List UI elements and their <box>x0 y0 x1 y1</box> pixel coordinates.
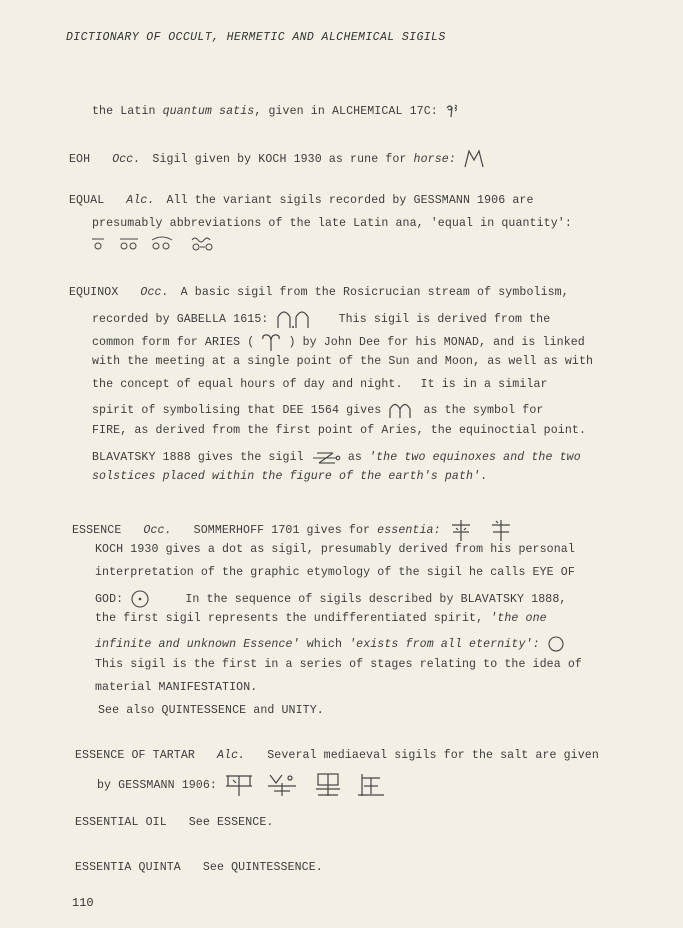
running-title: DICTIONARY OF OCCULT, HERMETIC AND ALCHEMICAL SIGILS <box>66 31 446 44</box>
entry-term: ESSENTIA QUINTA <box>75 861 181 874</box>
entry-essence: ESSENCE Occ. SOMMERHOFF 1701 gives for essentia: <box>72 518 520 542</box>
entry-tag: Occ. <box>112 153 141 167</box>
entry-tag: Occ. <box>143 524 172 538</box>
aries-sigil <box>261 332 281 352</box>
quantum-satis-sigil <box>445 103 461 119</box>
tartar-salt-sigils <box>224 772 394 798</box>
eye-of-god-sigil <box>130 589 150 609</box>
horse-rune-sigil <box>463 149 485 169</box>
continuation-line: the Latin quantum satis, given in ALCHEMICAL 17C: <box>92 103 461 119</box>
entry-equal: EQUAL Alc. All the variant sigils recorded by GESSMANN 1906 are <box>69 194 534 207</box>
entry-tag: Alc. <box>216 749 246 762</box>
entry-term: ESSENCE <box>72 524 122 538</box>
entry-essentia-quinta: ESSENTIA QUINTA See QUINTESSENCE. <box>75 861 323 874</box>
entry-tag: Alc. <box>126 194 155 207</box>
page-number: 110 <box>72 896 94 910</box>
dee-fire-sigil <box>388 401 416 419</box>
essentia-sigils <box>448 518 520 542</box>
dictionary-page: DICTIONARY OF OCCULT, HERMETIC AND ALCHEMICAL SIGILS the Latin quantum satis, given in ALCHEMICAL 17C: EOH Occ. Sigil given by KOCH 1930 as rune for horse: EQUAL Alc. All the variant sigils recorded by GESSMANN 1906 are presumably abbreviations of the late Latin ana, 'equal in quantity': EQUINOX Occ. A basic sigil from the Rosicrucian stream of symbolism, recorded by GABELLA 1615: This sigil is derived from the common form for ARIES ( ) by John Dee for his MONAD, and is linked with the meeting at a single point of the Sun and Moon, as well as with the concept of equal hours of day and night. It is in a similar spirit of symbolising that DEE 1564 gives as the symbol for FIRE, as derived from the first point of Aries, the equinoctial point. BLAVATSKY 1888 gives the sigil as 'the two equinoxes and the two solstices placed within the figure of the earth's path'. ESSENCE Occ. SOMMERHOFF 1701 gives for essentia: KOCH 1930 gives a dot as sigil, presumably derived from his personal interpretation of the graphic etymology of the sigil he calls EYE OF GOD: In the sequence of sigils described by BLAVATSKY 1888, the first sigil represents the undifferentiated spirit, 'the one infinite and unknown Essence' which 'exists from all eternity': This sigil is the first in a series of stages relating to the idea of material MANIFESTATION. See also QUINTESSENCE and UNITY. ESSENCE OF TARTAR Alc. Several mediaeval sigils for the salt are given by GESSMANN 1906: ESSENTIAL OIL See ESSENCE. ESSENTIA QUINTA See QUINTESSENCE. 110 <box>66 31 599 910</box>
entry-equinox: EQUINOX Occ. A basic sigil from the Rosicrucian stream of symbolism, <box>69 286 569 299</box>
equinox-sigil <box>276 309 312 329</box>
entry-essence-of-tartar: ESSENCE OF TARTAR Alc. Several mediaeval sigils for the salt are given <box>75 749 599 762</box>
entry-eoh: EOH Occ. Sigil given by KOCH 1930 as rune for horse: <box>69 149 485 169</box>
entry-term: EQUAL <box>69 194 105 207</box>
entry-term: EQUINOX <box>69 286 119 299</box>
entry-tag: Occ. <box>140 286 169 299</box>
blavatsky-equinox-sigil <box>311 447 341 467</box>
entry-term: EOH <box>69 153 91 167</box>
entry-essential-oil: ESSENTIAL OIL See ESSENCE. <box>75 816 274 829</box>
circle-sigil <box>547 635 565 653</box>
entry-term: ESSENTIAL OIL <box>75 816 167 829</box>
entry-term: ESSENCE OF TARTAR <box>75 749 195 762</box>
equal-sigils <box>92 234 232 258</box>
ana-abbreviation-sigils <box>92 234 232 254</box>
